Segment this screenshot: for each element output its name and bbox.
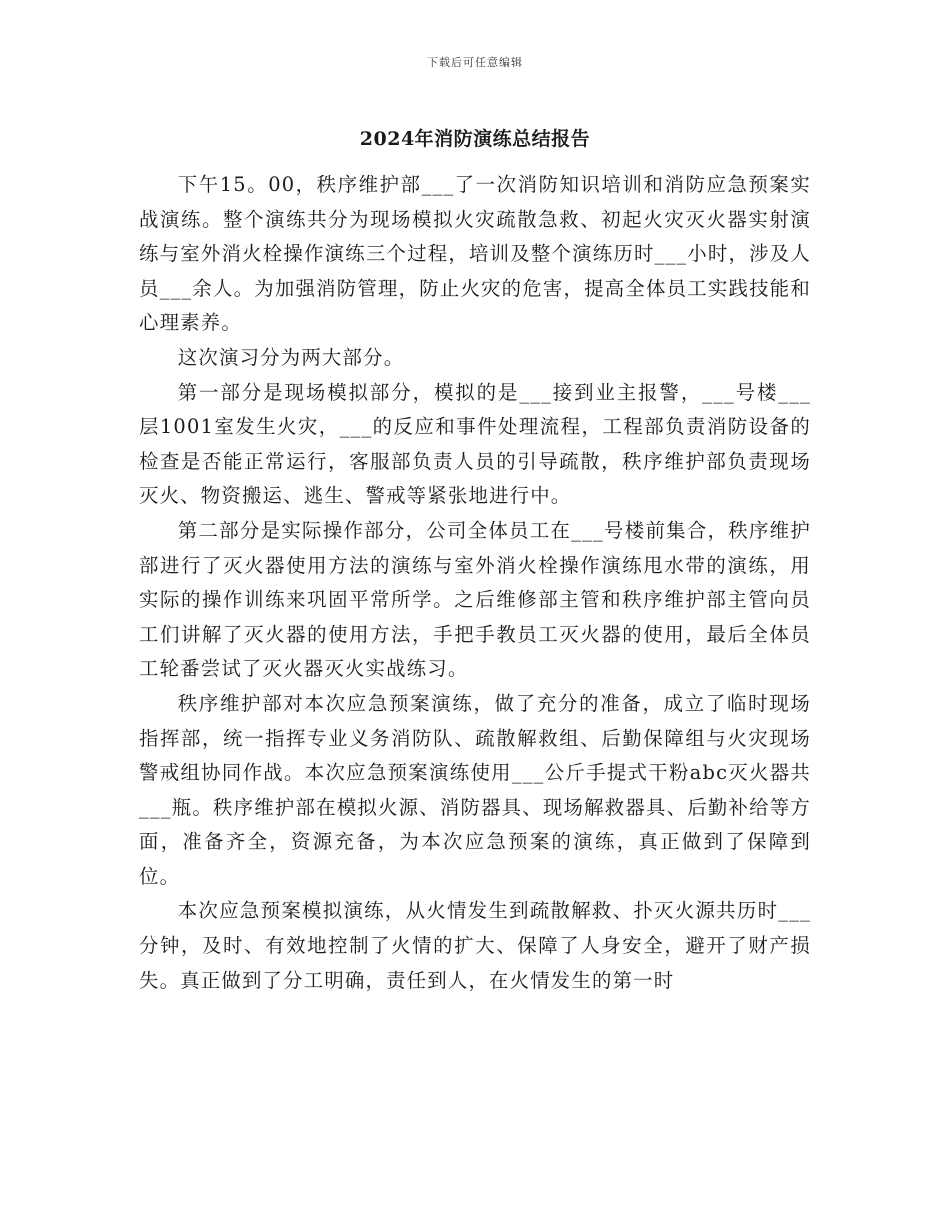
paragraph-2: 这次演习分为两大部分。 bbox=[177, 345, 405, 369]
paragraph-4: 第二部分是实际操作部分，公司全体员工在___号楼前集合，秩序维护部进行了灭火器使用方法的演练与室外消火栓操作演练甩水带的演练，用实际的操作训练来巩固平常所学。之后维修部主管和秩序维护部主管向员工们讲解了灭火器的使用方法，手把手教员工灭火器的使用，最后全体员工轮番尝试了灭火器灭火实战练习。 bbox=[139, 518, 811, 681]
paragraph-1: 下午15。00，秩序维护部___了一次消防知识培训和消防应急预案实战演练。整个演练共分为现场模拟火灾疏散急救、初起火灾灭火器实射演练与室外消火栓操作演练三个过程，培训及整个演练历时___小时，涉及人员___余人。为加强消防管理，防止火灾的危害，提高全体员工实践技能和心理素养。 bbox=[139, 173, 811, 335]
document-body bbox=[139, 168, 811, 998]
page-header-note: 下载后可任意编辑 bbox=[427, 56, 523, 69]
paragraph-6: 本次应急预案模拟演练，从火情发生到疏散解救、扑灭火源共历时___分钟，及时、有效地控制了火情的扩大、保障了人身安全，避开了财产损失。真正做到了分工明确，责任到人，在火情发生的第一时 bbox=[139, 899, 811, 992]
paragraph-5: 秩序维护部对本次应急预案演练，做了充分的准备，成立了临时现场指挥部，统一指挥专业义务消防队、疏散解救组、后勤保障组与火灾现场警戒组协同作战。本次应急预案演练使用___公斤手提式干粉abc灭火器共___瓶。秩序维护部在模拟火源、消防器具、现场解救器具、后勤补给等方面，准备齐全，资源充备，为本次应急预案的演练，真正做到了保障到位。 bbox=[139, 691, 811, 888]
document-title: 2024年消防演练总结报告 bbox=[359, 128, 591, 150]
paragraph-3: 第一部分是现场模拟部分，模拟的是___接到业主报警，___号楼___层1001室发生火灾，___的反应和事件处理流程，工程部负责消防设备的检查是否能正常运行，客服部负责人员的引导疏散，秩序维护部负责现场灭火、物资搬运、逃生、警戒等紧张地进行中。 bbox=[139, 380, 811, 508]
